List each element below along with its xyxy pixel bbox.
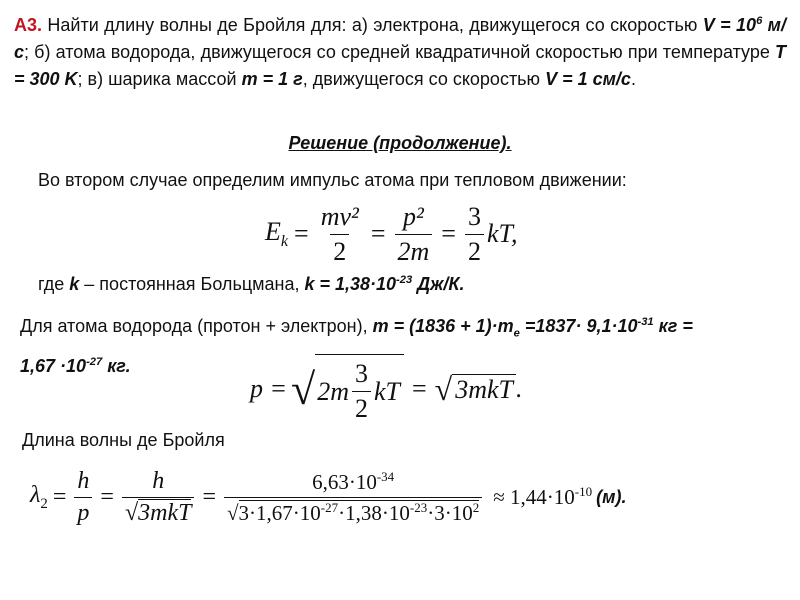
problem-v1: $V = 10^6$ м/с [14,15,786,62]
sqrt-radicand: 2m $\frac{3}{2}$ kT [315,354,404,424]
boltzmann-line: где k – постоянная Больцмана, $k = 1,38\cdot 10^{-23}$ Дж/К. [38,274,465,294]
fraction-3-2: $\frac{3}{2}$ [465,202,484,267]
big-fraction: $\frac{6,63\cdot 10^{-34}}{√3\cdot 1,67\cdot 10^{-27}\cdot 1,38\cdot 10^{-23}\cdot 3\cdot 10^2}$ [224,469,482,526]
problem-text-2: ; б) атома водорода, движущегося со средней квадратичной скоростью при температуре [24,42,775,62]
problem-text-4: , движущегося со скоростью [302,69,546,89]
problem-text-3: ; в) шарика массой [77,69,242,89]
boltzmann-value: $k = 1,38\cdot 10^{-23}$ Дж/К. [304,274,465,294]
sqrt-icon: √ [227,500,239,525]
problem-mass: m = 1 г [241,69,303,89]
hydrogen-mass-text: Для атома водорода (протон + электрон), $m = (1836 + 1)\cdot m_e =1837\cdot 9,1\cdot 10^{-31}$ кг = $1,67 \cdot 10^{-27}$ кг. [20,316,693,376]
wavelength-unit: (м). [596,486,627,507]
problem-statement [14,8,786,93]
problem-temperature: T = 300 K [14,42,786,89]
fraction-p2-2m: $\frac{\text{p²}}{2m}$ [395,202,433,267]
sqrt-icon: √ [434,370,453,407]
hydrogen-mass-result: $1,67 \cdot 10^{-27}$ кг. [20,355,131,376]
problem-label: А3. [14,15,43,35]
hydrogen-mass-formula: $m = (1836 + 1)\cdot m_e =1837\cdot 9,1\cdot 10^{-31}$ кг = [372,316,693,340]
problem-text-1: Найти длину волны де Бройля для: а) электрона, движущегося со скоростью [42,15,703,35]
problem-v2: V = 1 см/с [545,69,631,89]
sqrt-icon: √ [291,364,316,414]
sqrt-icon: √ [124,499,139,526]
problem-text-5: . [630,69,636,89]
lambda-symbol: $\lambda_2$ [30,481,48,512]
fraction-mv2-2: $\frac{\text{mv²}}{2}$ [320,201,359,266]
wavelength-label: Длина волны де Бройля [22,430,225,450]
momentum-equation: p = √ 2m $\frac{3}{2}$ kT = √ 3mkT . [250,354,523,424]
solution-line-1: Во втором случае определим импульс атома при тепловом движении: [38,170,627,190]
energy-equation: $E_k$ = $\frac{\text{mv²}}{2}$ = $\frac{\text{p²}}{2m}$ = $\frac{3}{2}$ kT, [265,201,518,266]
sqrt-3mkt: 3mkT [452,374,516,405]
lambda-equation: $\lambda_2$ = $\frac{h}{p}$ = $\frac{h}{\text{√3mkT}}$ = $\frac{6,63\cdot 10^{-34}}{√3\cdot 1,67\cdot 10^{-27}\cdot 1,38\cdot 10^{-23}\cdot 3\cdot 10^2}$ ≈ $1,44\cdot 10^{-10}$ (м). [30,467,627,526]
solution-heading: Решение (продолжение). [288,133,512,153]
energy-symbol: $E_k$ [265,216,289,251]
approx-result: ≈ $1,44\cdot 10^{-10}$ [493,484,593,509]
